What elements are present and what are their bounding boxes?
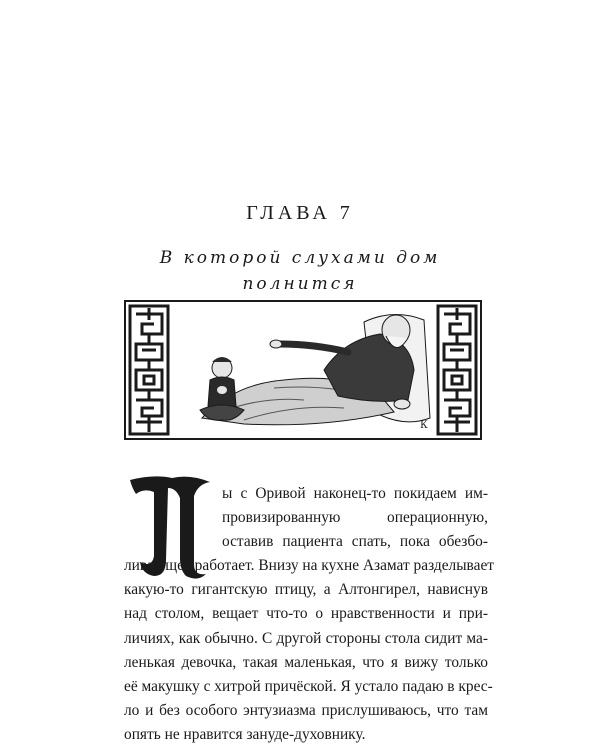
body-line-1: ы с Оривой наконец-то покидаем им- [222,485,488,502]
body-line-11: опять не нравится зануде-духовнику. [124,725,366,743]
illustrator-monogram: К [420,420,428,431]
body-line-5: какую-то гигантскую птицу, а Алтонгирел, нависнув [124,581,488,599]
chapter-illustration [124,300,482,440]
body-line-9: её макушку с хитрой причёской. Я устало падаю в крес- [124,677,493,695]
left-knot-ornament [130,306,168,434]
body-line-7: личиях, как обычно. С другой стороны стола сидит ма- [124,629,488,647]
dropcap-letter [124,472,216,580]
body-line-4: ливающее работает. Внизу на кухне Азамат разделывает [124,557,495,575]
body-line-3: оставив пациента спать, пока обезбо- [222,533,488,551]
chapter-body-text [124,472,495,747]
body-line-8: ленькая девочка, такая маленькая, что я вижу только [124,653,488,671]
dropcap-character: М [124,472,125,473]
body-line-10: ло и без особого энтузиазма прислушиваюсь, что там [124,701,488,719]
chapter-title-line-2: полнится [242,274,358,294]
chapter-title-line-1: В которой слухами дом [159,248,441,268]
chapter-title [150,245,450,297]
right-knot-ornament [438,306,476,434]
body-line-2: провизированную операционную, [222,509,488,527]
sitting-girl-figure [200,357,244,420]
chapter-label: ГЛАВА 7 [246,202,354,224]
body-line-6: над столом, вещает что-то о нравственности и при- [124,605,488,623]
